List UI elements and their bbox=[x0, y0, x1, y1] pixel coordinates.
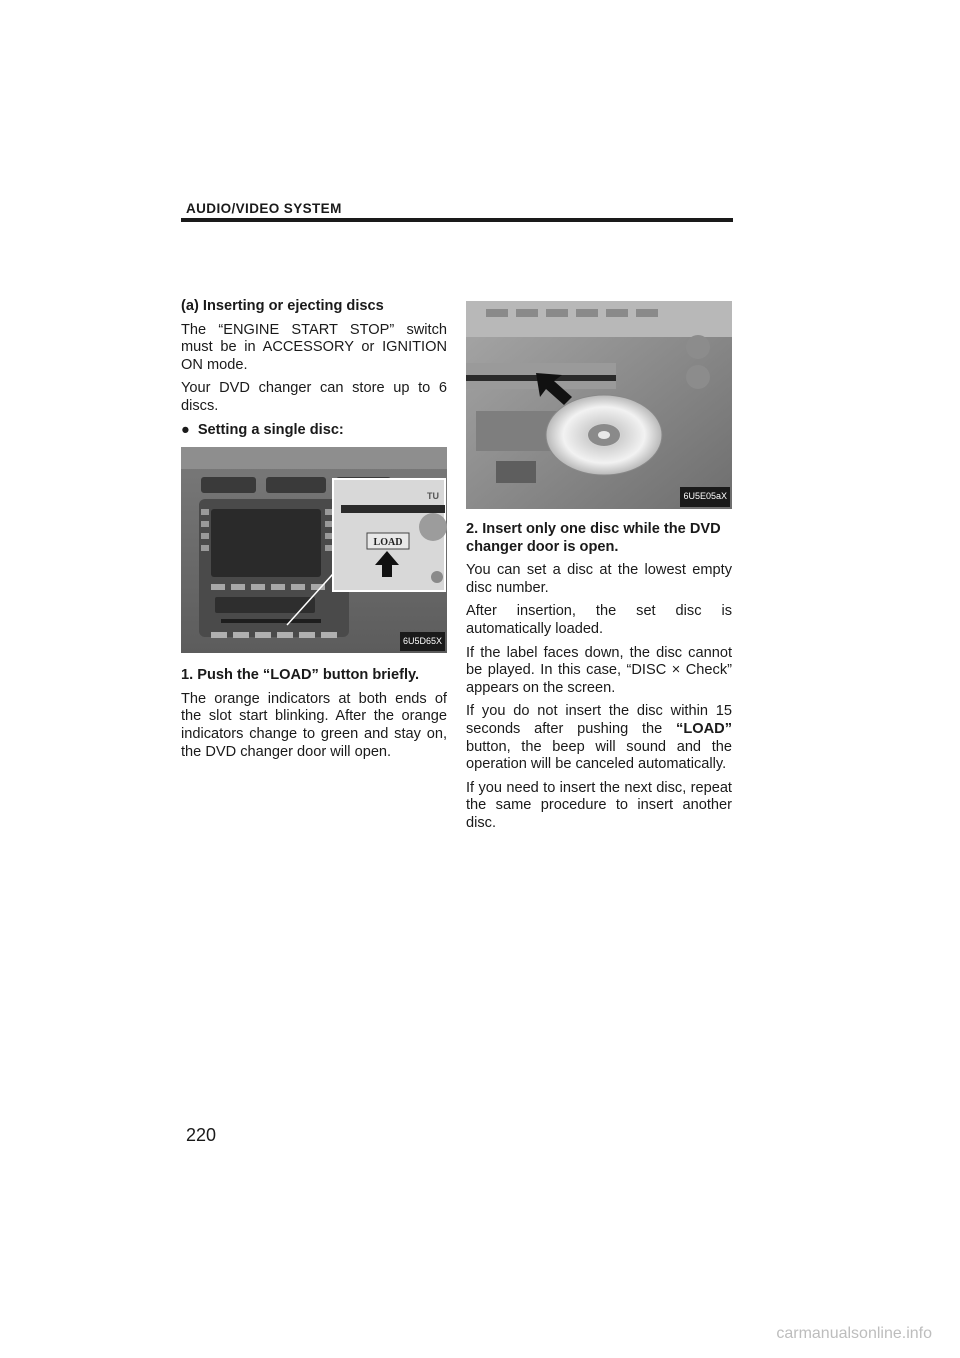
right-column bbox=[466, 301, 732, 839]
bullet-setting-single-disc bbox=[181, 422, 447, 440]
load-button-label: LOAD bbox=[373, 537, 403, 549]
paragraph-lowest-empty: You can set a disc at the lowest empty disc number. bbox=[466, 562, 732, 596]
disc-icon bbox=[546, 395, 662, 475]
figure-dashboard bbox=[181, 447, 447, 653]
page-number: 220 bbox=[186, 1125, 217, 1145]
section-header: AUDIO/VIDEO SYSTEM bbox=[186, 201, 342, 216]
step-2-heading: 2. Insert only one disc while the DVD changer door is open. bbox=[466, 521, 721, 555]
dashboard-illustration bbox=[181, 447, 447, 653]
step-1-text: The orange indicators at both ends of the slot start blinking. After the orange indicators change to green and stay on, the DVD changer door will open. bbox=[181, 690, 447, 760]
paragraph-capacity: Your DVD changer can store up to 6 discs. bbox=[181, 380, 447, 414]
disc-insert-illustration bbox=[466, 301, 732, 509]
bullet-text: Setting a single disc: bbox=[197, 421, 344, 438]
bullet-icon: ● bbox=[181, 421, 190, 438]
watermark: carmanualsonline.info bbox=[776, 1325, 932, 1342]
timeout-text-b: button, the beep will sound and the operation will be canceled automatically. bbox=[466, 738, 732, 773]
figure-code: 6U5D65X bbox=[400, 632, 445, 652]
step-1-heading: 1. Push the “LOAD” button briefly. bbox=[181, 667, 420, 684]
paragraph-next-disc: If you need to insert the next disc, repeat the same procedure to insert another disc. bbox=[466, 779, 732, 831]
subheading: (a) Inserting or ejecting discs bbox=[181, 298, 384, 314]
paragraph-timeout bbox=[466, 703, 732, 773]
timeout-text-a: If you do not insert the disc within 15 seconds after pushing the bbox=[466, 703, 732, 737]
left-column bbox=[181, 298, 447, 767]
paragraph-switch-mode: The “ENGINE START STOP” switch must be in ACCESSORY or IGNITION ON mode. bbox=[181, 321, 447, 373]
paragraph-auto-loaded: After insertion, the set disc is automatically loaded. bbox=[466, 603, 732, 637]
header-rule bbox=[181, 218, 733, 222]
figure-code: 6U5E05aX bbox=[680, 487, 730, 507]
inset-text: TU bbox=[427, 491, 439, 502]
timeout-load-bold: “LOAD” bbox=[676, 720, 732, 737]
figure-disc-insert bbox=[466, 301, 732, 509]
paragraph-label-down: If the label faces down, the disc cannot be played. In this case, “DISC × Check” appears on the screen. bbox=[466, 644, 732, 696]
